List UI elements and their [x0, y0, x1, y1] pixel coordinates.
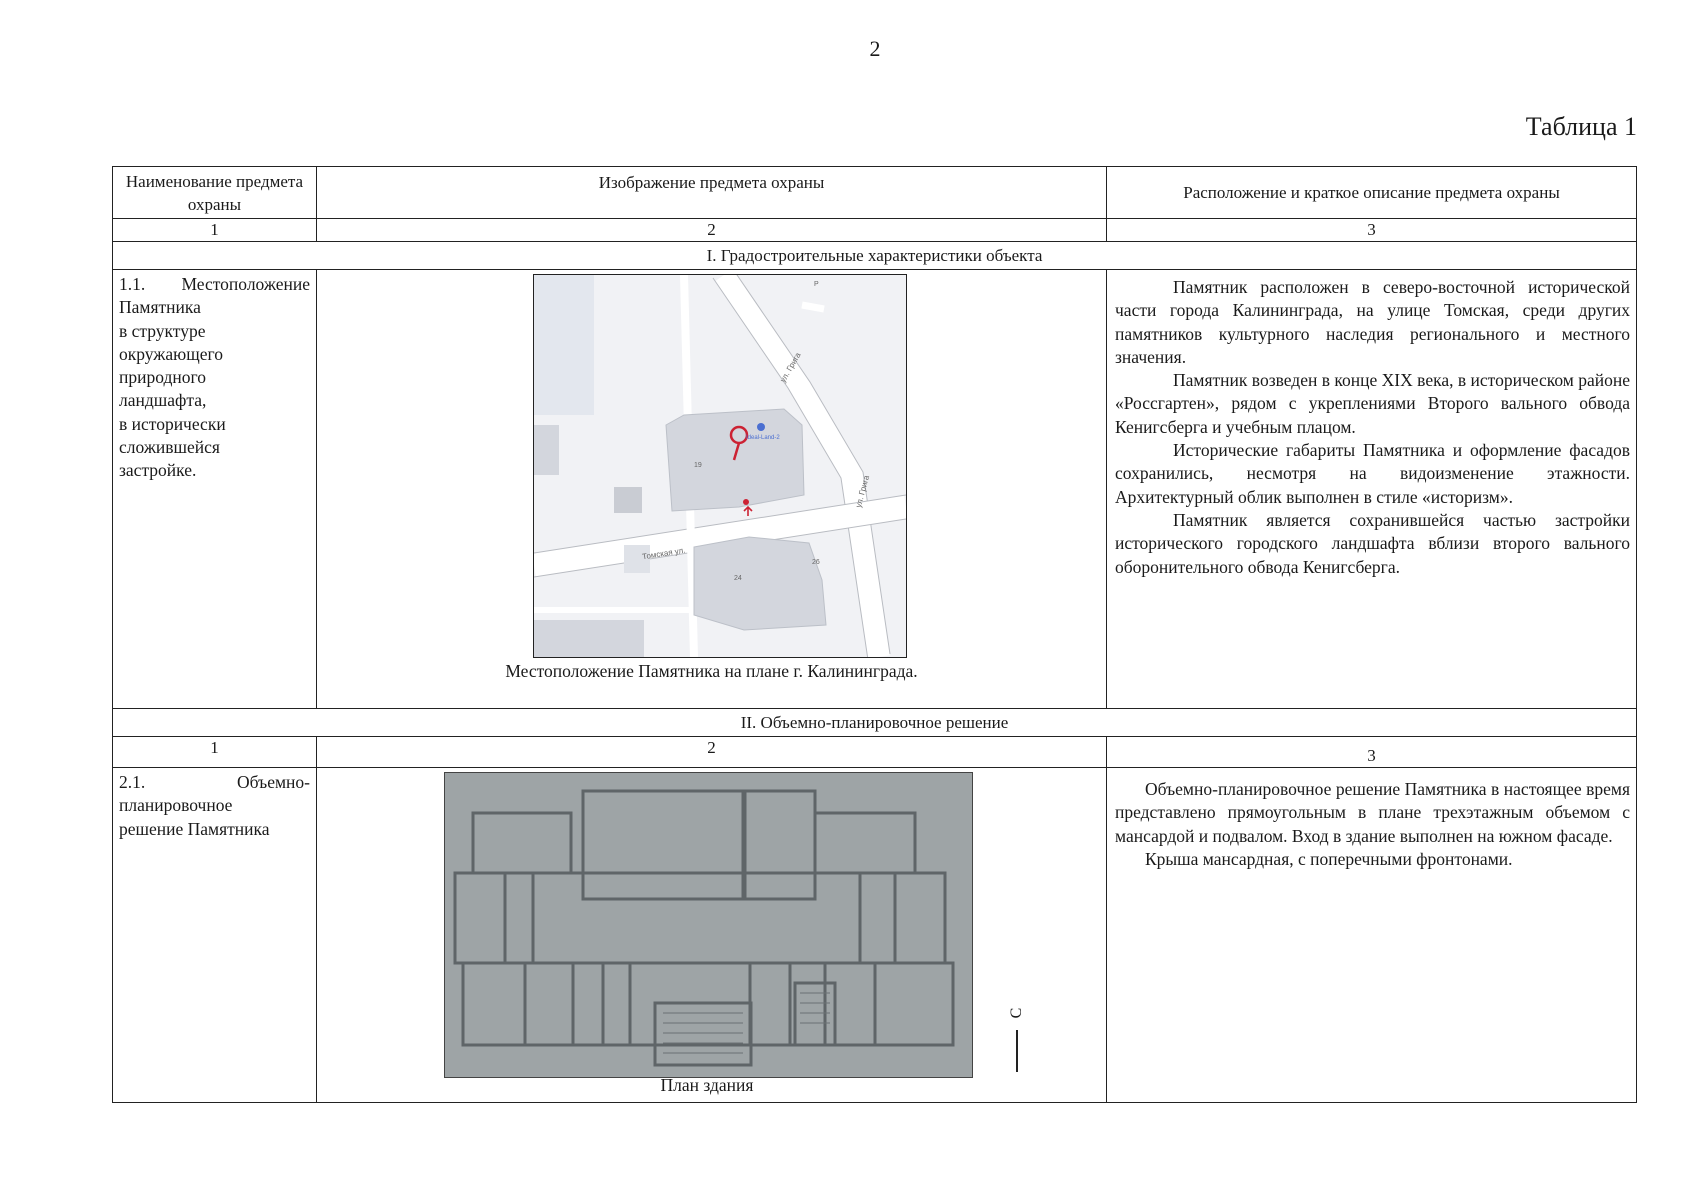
item-description-1-1	[1107, 270, 1637, 709]
plan-drawing	[445, 773, 972, 1077]
item-row-2-1	[113, 768, 1637, 1103]
header-col3: Расположение и краткое описание предмета охраны	[1107, 167, 1637, 219]
name-line: в структуре	[119, 320, 206, 341]
description-paragraph: Исторические габариты Памятника и оформление фасадов сохранились, несмотря на видоизменение этажности. Архитектурный облик выполнен в стиле «историзм».	[1115, 440, 1630, 507]
col-number-3: 3	[1107, 219, 1637, 242]
section-title-2: II. Объемно-планировочное решение	[113, 709, 1637, 737]
col-number-2: 2	[317, 219, 1107, 242]
map-caption: Местоположение Памятника на плане г. Калининграда.	[505, 661, 918, 681]
north-arrow	[1007, 1004, 1027, 1084]
section-row-2	[113, 709, 1637, 737]
item-description-2-1	[1107, 768, 1637, 1103]
description-paragraph: Объемно-планировочное решение Памятника в настоящее время представлено прямоугольным в плане трехэтажным объемом с мансардой и подвалом. Вход в здание выполнен на южном фасаде.	[1115, 779, 1630, 846]
name-word: Объемно-	[237, 772, 310, 792]
plan-caption: План здания	[660, 1075, 754, 1095]
location-map	[533, 274, 907, 658]
header-col1: Наименование предмета охраны	[113, 167, 317, 219]
map-label-house-24: 24	[734, 575, 742, 582]
name-number: 2.1.	[119, 772, 146, 792]
item-name-1-1	[113, 270, 317, 709]
table-caption: Таблица 1	[1525, 112, 1637, 141]
item-row-1-1	[113, 270, 1637, 709]
section-row-1	[113, 242, 1637, 270]
description-paragraph: Памятник возведен в конце XIX века, в историческом районе «Россгартен», рядом с укреплениями Второго вального обвода Кенигсберга и учебным плацом.	[1115, 370, 1630, 437]
name-line: ландшафта,	[119, 390, 207, 411]
col-number-1: 1	[113, 737, 317, 768]
col-number-1: 1	[113, 219, 317, 242]
map-label-parking: P	[814, 281, 819, 288]
name-line: природного	[119, 367, 206, 388]
name-line: Памятника	[119, 297, 201, 318]
protection-table	[112, 166, 1637, 1103]
header-row	[113, 167, 1637, 219]
building-plan	[444, 772, 973, 1078]
north-label: С	[1008, 1007, 1025, 1019]
description-paragraph: Памятник является сохранившейся частью застройки исторического городского ландшафта вблизи второго вального оборонительного обвода Кенигсберга.	[1115, 509, 1630, 577]
name-line: планировочное	[119, 795, 233, 816]
name-line: окружающего	[119, 343, 223, 364]
description-paragraph: Памятник расположен в северо-восточной исторической части города Калининграда, на улице Томская, среди других памятников культурного наследия регионального и местного значения.	[1115, 277, 1630, 367]
col-number-3: 3	[1107, 737, 1637, 768]
column-number-row-2	[113, 737, 1637, 768]
map-label-house-26: 26	[812, 559, 820, 566]
name-line: в исторически	[119, 413, 226, 434]
name-line: сложившейся	[119, 437, 220, 458]
map-label-street-tomskaya: Томская ул.	[641, 545, 687, 562]
map-drawing	[534, 275, 906, 657]
header-col2: Изображение предмета охраны	[317, 167, 1107, 219]
north-arrow-icon	[1016, 1030, 1018, 1072]
name-line-first	[119, 771, 310, 794]
section-title-1: I. Градостроительные характеристики объекта	[113, 242, 1637, 270]
map-label-house-19: 19	[694, 462, 702, 469]
map-label-poi: Ideal-Land-2	[746, 435, 780, 441]
column-number-row	[113, 219, 1637, 242]
name-line: застройке.	[119, 460, 197, 481]
map-label-street-grieg: ул. Грига	[778, 350, 803, 385]
item-name-2-1	[113, 768, 317, 1103]
description-paragraph: Крыша мансардная, с поперечными фронтонами.	[1145, 848, 1513, 869]
item-image-2-1	[317, 768, 1107, 1103]
name-line: 1.1. Местоположение	[119, 274, 310, 294]
col-number-2: 2	[317, 737, 1107, 768]
map-label-street-grieg-2: ул. Грига	[853, 474, 872, 509]
page-number: 2	[869, 36, 881, 61]
item-image-1-1	[317, 270, 1107, 709]
name-line: решение Памятника	[119, 818, 270, 839]
